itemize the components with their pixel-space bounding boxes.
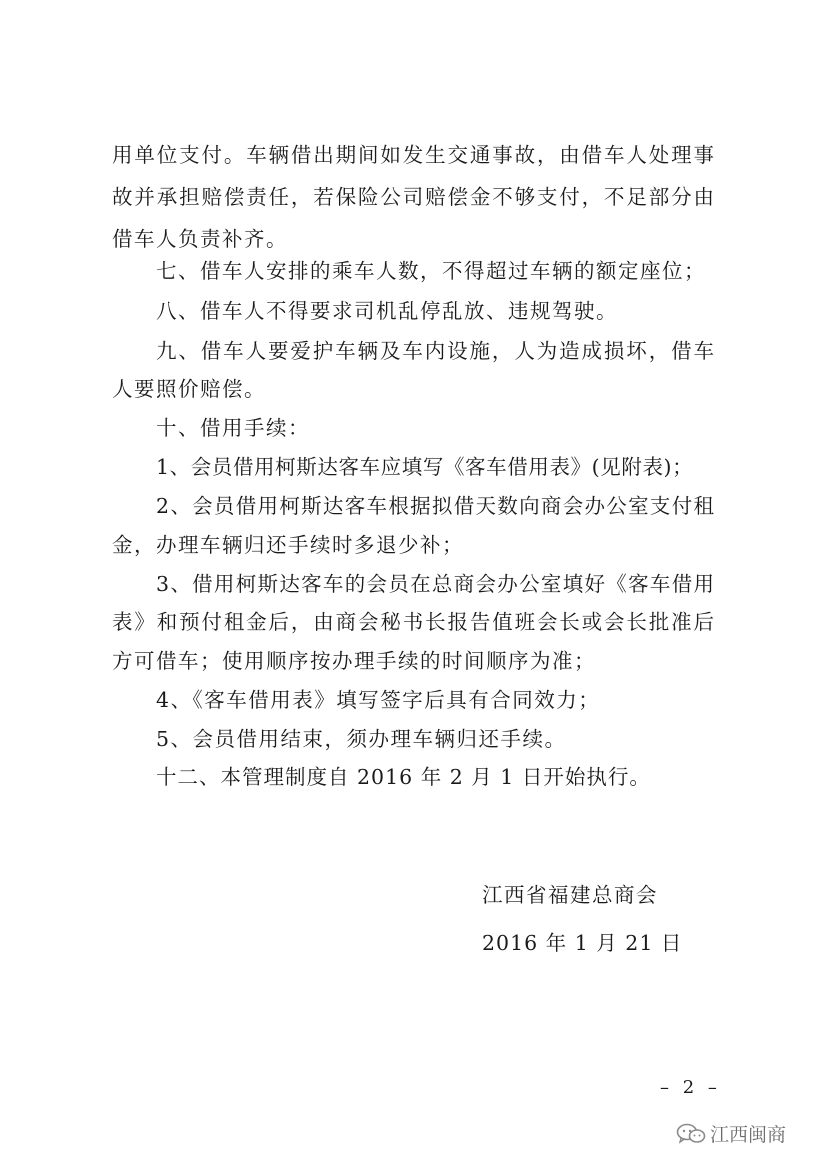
body-line: 用单位支付。车辆借出期间如发生交通事故，由借车人处理事	[112, 143, 714, 167]
signature-date: 2016 年 1 月 21 日	[482, 931, 683, 955]
clause-7: 七、借车人安排的乘车人数，不得超过车辆的额定座位；	[156, 259, 706, 283]
body-line: 借车人负责补齐。	[112, 227, 288, 251]
body-line: 金，办理车辆归还手续时多退少补；	[112, 533, 464, 557]
watermark-text: 江西闽商	[710, 1124, 787, 1146]
wechat-icon	[676, 1123, 706, 1145]
body-line: 人要照价赔偿。	[112, 377, 266, 401]
procedure-3: 3、借用柯斯达客车的会员在总商会办公室填好《客车借用	[156, 572, 714, 596]
watermark	[676, 1120, 786, 1147]
procedure-4: 4、《客车借用表》填写签字后具有合同效力；	[156, 688, 601, 712]
clause-8: 八、借车人不得要求司机乱停乱放、违规驾驶。	[156, 299, 618, 323]
body-line: 方可借车；使用顺序按办理手续的时间顺序为准；	[112, 649, 596, 673]
signature-organization: 江西省福建总商会	[482, 883, 658, 907]
clause-9: 九、借车人要爱护车辆及车内设施，人为造成损坏，借车	[156, 339, 714, 363]
body-line: 故并承担赔偿责任，若保险公司赔偿金不够支付，不足部分由	[112, 185, 714, 209]
body-line: 表》和预付租金后，由商会秘书长报告值班会长或会长批准后	[112, 610, 714, 634]
clause-12: 十二、本管理制度自 2016 年 2 月 1 日开始执行。	[156, 765, 651, 789]
procedure-1: 1、会员借用柯斯达客车应填写《客车借用表》(见附表)；	[156, 455, 694, 479]
page-number: – 2 –	[660, 1077, 721, 1098]
clause-10-heading: 十、借用手续：	[156, 416, 310, 440]
procedure-5: 5、会员借用结束，须办理车辆归还手续。	[156, 727, 567, 751]
procedure-2: 2、会员借用柯斯达客车根据拟借天数向商会办公室支付租	[156, 494, 714, 518]
